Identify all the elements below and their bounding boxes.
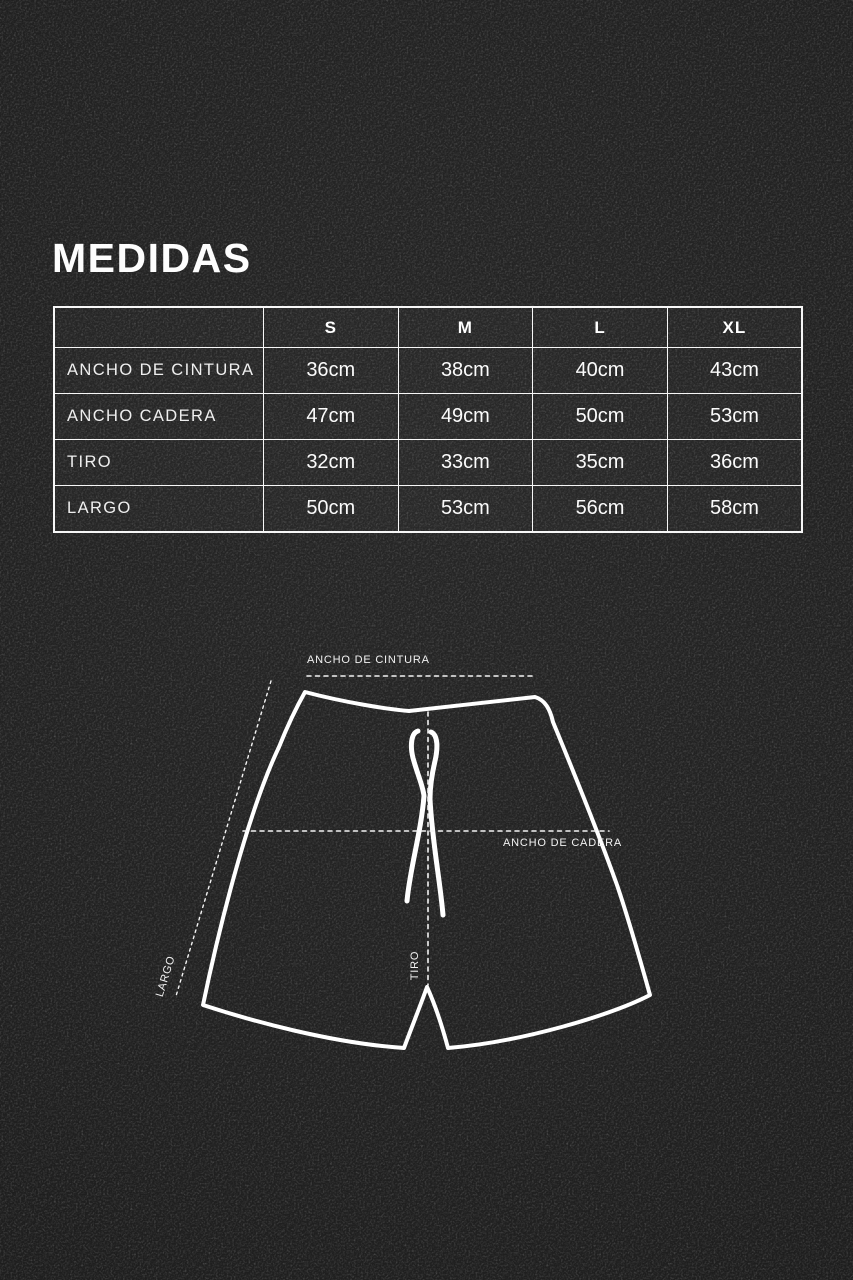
size-column-m: M xyxy=(398,307,533,348)
measurement-label: ANCHO DE CINTURA xyxy=(54,348,263,394)
measurement-label: TIRO xyxy=(54,440,263,486)
drawstring-right xyxy=(430,732,443,915)
size-table-header-row xyxy=(54,307,802,348)
measurement-value: 50cm xyxy=(533,394,668,440)
measurement-value: 36cm xyxy=(667,440,802,486)
measurement-value: 40cm xyxy=(533,348,668,394)
waist-measure-label: ANCHO DE CINTURA xyxy=(307,654,430,666)
size-column-l: L xyxy=(533,307,668,348)
hip-measure-label: ANCHO DE CADERA xyxy=(503,837,622,849)
table-row-waist xyxy=(54,348,802,394)
table-row-hip xyxy=(54,394,802,440)
measurement-value: 58cm xyxy=(667,486,802,533)
length-measure-label: LARGO xyxy=(153,954,178,999)
drawstring-left xyxy=(407,731,424,901)
size-table xyxy=(53,306,803,533)
measurement-value: 43cm xyxy=(667,348,802,394)
page-title: MEDIDAS xyxy=(52,235,252,281)
size-column-s: S xyxy=(263,307,398,348)
measurement-value: 36cm xyxy=(263,348,398,394)
measurement-value: 33cm xyxy=(398,440,533,486)
size-column-xl: XL xyxy=(667,307,802,348)
measurement-label: LARGO xyxy=(54,486,263,533)
measurement-value: 47cm xyxy=(263,394,398,440)
measurement-value: 56cm xyxy=(533,486,668,533)
measurement-value: 50cm xyxy=(263,486,398,533)
measurement-value: 35cm xyxy=(533,440,668,486)
table-corner-cell xyxy=(54,307,263,348)
measurement-value: 32cm xyxy=(263,440,398,486)
measurement-value: 38cm xyxy=(398,348,533,394)
shorts-outline xyxy=(203,692,650,1048)
rise-measure-label: TIRO xyxy=(409,950,422,981)
table-row-length xyxy=(54,486,802,533)
table-row-rise xyxy=(54,440,802,486)
measurement-label: ANCHO CADERA xyxy=(54,394,263,440)
measurement-value: 53cm xyxy=(667,394,802,440)
length-measure-line xyxy=(176,681,271,996)
measurement-value: 49cm xyxy=(398,394,533,440)
measurement-value: 53cm xyxy=(398,486,533,533)
